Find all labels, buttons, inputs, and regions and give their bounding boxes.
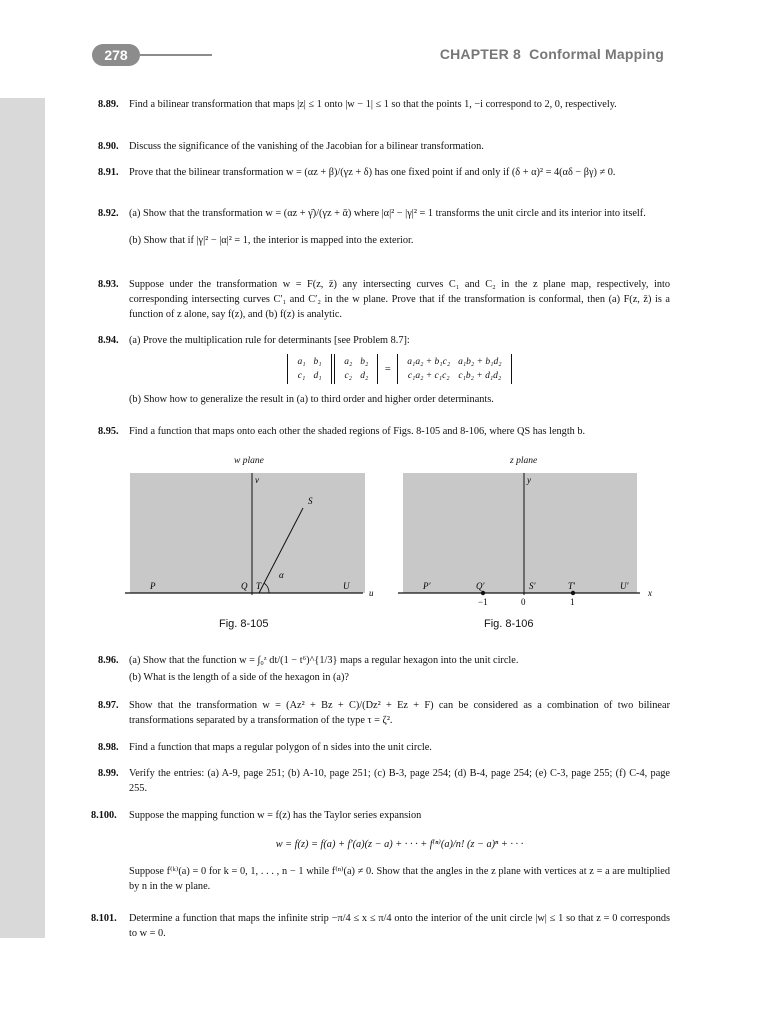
problem-8-97 xyxy=(100,698,670,728)
problem-text: Find a function that maps a regular polygon of n sides into the unit circle. xyxy=(129,742,432,753)
determinant-equation: a₁ b₁ c₁ d₁ a₂ b₂ c₂ d₂ = a₁a₂ + b₁c₂ a₁b₂ + b₁d₂ c₁a₂ + c₁c₂ c₁b₂ + d₁d₂ xyxy=(129,354,670,384)
problem-text-b: Suppose f⁽ᵏ⁾(a) = 0 for k = 0, 1, . . . , n − 1 while f⁽ⁿ⁾(a) ≠ 0. Show that the angles in the z plane with vertices at z = a are multiplied by n in the w plane. xyxy=(129,866,670,892)
taylor-equation: w = f(z) = f(a) + f′(a)(z − a) + · · · + f⁽ⁿ⁾(a)/n! (z − a)ⁿ + · · · xyxy=(275,839,524,850)
point-T: T xyxy=(256,581,262,591)
problem-text: Determine a function that maps the infinite strip −π/4 ≤ x ≤ π/4 onto the interior of the unit circle |w| ≤ 1 so that z = 0 corresponds to w = 0. xyxy=(129,913,670,939)
problem-number: 8.89. xyxy=(98,99,119,110)
problem-text: Suppose under the transformation w = F(z, z̄) any intersecting curves C₁ and C₂ in the z plane map, respectively, into corresponding intersecting curves C′₁ and C′₂ in the w plane. Prove that if the transformation is conformal, then (a) F(z, z̄) is a function of z alone, say f(z), and (b) f(z) is analytic. xyxy=(129,279,670,320)
problem-text: Discuss the significance of the vanishing of the Jacobian for a bilinear transformation. xyxy=(129,141,484,152)
problem-text-a: (a) Show that the function w = ∫₀ᶻ dt/(1 − t⁶)^{1/3} maps a regular hexagon into the unit circle. xyxy=(129,655,519,666)
problem-8-93 xyxy=(100,277,670,322)
problem-8-94 xyxy=(100,333,670,407)
problem-8-98 xyxy=(100,740,670,755)
caption-fig-8-105: Fig. 8-105 xyxy=(219,618,269,630)
problem-number: 8.91. xyxy=(98,167,119,178)
point-Q-prime: Q′ xyxy=(476,581,485,591)
problem-number: 8.99. xyxy=(98,768,119,779)
page-gutter xyxy=(0,98,45,938)
point-marker-minus1 xyxy=(481,591,485,595)
chapter-title: Conformal Mapping xyxy=(529,46,664,62)
point-S-prime: S′ xyxy=(529,581,536,591)
problem-text: Find a function that maps onto each other the shaded regions of Figs. 8-105 and 8-106, where QS has length b. xyxy=(129,426,586,437)
point-marker-1 xyxy=(571,591,575,595)
problem-number: 8.98. xyxy=(98,742,119,753)
problem-text-b: (b) What is the length of a side of the hexagon in (a)? xyxy=(129,672,349,683)
page-number: 278 xyxy=(92,44,140,66)
point-Q: Q xyxy=(241,581,248,591)
problem-8-96 xyxy=(100,653,670,685)
problem-text: Show that the transformation w = (Az² + Bz + C)/(Dz² + Ez + F) can be considered as a combination of two bilinear transformations separated by a transformation of the type τ = ζ². xyxy=(129,700,670,726)
problem-8-89 xyxy=(100,97,670,112)
shaded-region xyxy=(403,473,637,593)
point-S: S xyxy=(308,496,313,506)
point-U-prime: U′ xyxy=(620,581,629,591)
problem-text-a: (a) Show that the transformation w = (αz + γ̄)/(γz + ᾱ) where |α|² − |γ|² = 1 transforms the unit circle and its interior into itself. xyxy=(129,208,646,219)
w-plane-label: w plane xyxy=(234,456,264,466)
point-T-prime: T′ xyxy=(568,581,575,591)
problem-text: Suppose the mapping function w = f(z) has the Taylor series expansion xyxy=(129,810,422,821)
determinant-1: a₁ b₁ c₁ d₁ xyxy=(287,354,331,384)
axis-x-label: x xyxy=(648,588,652,598)
problem-text-b: (b) Show that if |γ|² − |α|² = 1, the interior is mapped into the exterior. xyxy=(129,235,414,246)
problem-8-99 xyxy=(100,766,670,796)
problem-number: 8.97. xyxy=(98,700,119,711)
problem-text: Find a bilinear transformation that maps |z| ≤ 1 onto |w − 1| ≤ 1 so that the points 1, −i correspond to 2, 0, respectively. xyxy=(129,99,617,110)
problem-number: 8.95. xyxy=(98,426,119,437)
problem-text-b: (b) Show how to generalize the result in (a) to third order and higher order determinants. xyxy=(129,394,494,405)
problem-8-92 xyxy=(100,206,670,248)
problem-8-100 xyxy=(91,808,670,894)
problem-8-101 xyxy=(91,911,670,941)
problem-number: 8.100. xyxy=(91,810,117,821)
header-rule xyxy=(140,54,212,56)
problem-text: Verify the entries: (a) A-9, page 251; (b) A-10, page 251; (c) B-3, page 254; (d) B-4, page 254; (e) C-3, page 255; (f) C-4, page 255. xyxy=(129,768,670,794)
chapter-label: CHAPTER 8 xyxy=(439,46,521,62)
problem-8-90 xyxy=(100,139,670,154)
tick-minus1: −1 xyxy=(478,597,488,607)
determinant-2: a₂ b₂ c₂ d₂ xyxy=(334,354,378,384)
problem-number: 8.92. xyxy=(98,208,119,219)
point-U: U xyxy=(343,581,350,591)
problem-number: 8.101. xyxy=(91,913,117,924)
point-P-prime: P′ xyxy=(423,581,431,591)
figure-8-105 xyxy=(125,468,375,608)
point-P: P xyxy=(150,581,156,591)
tick-1: 1 xyxy=(570,597,575,607)
running-head xyxy=(440,46,664,62)
angle-alpha: α xyxy=(279,570,284,580)
problem-number: 8.93. xyxy=(98,279,119,290)
tick-0: 0 xyxy=(521,597,526,607)
problem-8-95 xyxy=(100,424,670,439)
determinant-product: a₁a₂ + b₁c₂ a₁b₂ + b₁d₂ c₁a₂ + c₁c₂ c₁b₂ + d₁d₂ xyxy=(397,354,511,384)
problem-8-91 xyxy=(100,165,670,180)
problem-text-a: (a) Prove the multiplication rule for determinants [see Problem 8.7]: xyxy=(129,335,410,346)
problem-text: Prove that the bilinear transformation w = (αz + β)/(γz + δ) has one fixed point if and only if (δ + α)² = 4(αδ − βγ) ≠ 0. xyxy=(129,167,616,178)
shaded-region xyxy=(130,473,365,593)
caption-fig-8-106: Fig. 8-106 xyxy=(484,618,534,630)
problem-number: 8.90. xyxy=(98,141,119,152)
axis-u-label: u xyxy=(369,588,374,598)
problem-number: 8.94. xyxy=(98,335,119,346)
axis-v-label: v xyxy=(255,475,259,485)
axis-y-label: y xyxy=(527,475,531,485)
problem-number: 8.96. xyxy=(98,655,119,666)
z-plane-label: z plane xyxy=(510,456,538,466)
figure-8-106 xyxy=(398,468,663,613)
